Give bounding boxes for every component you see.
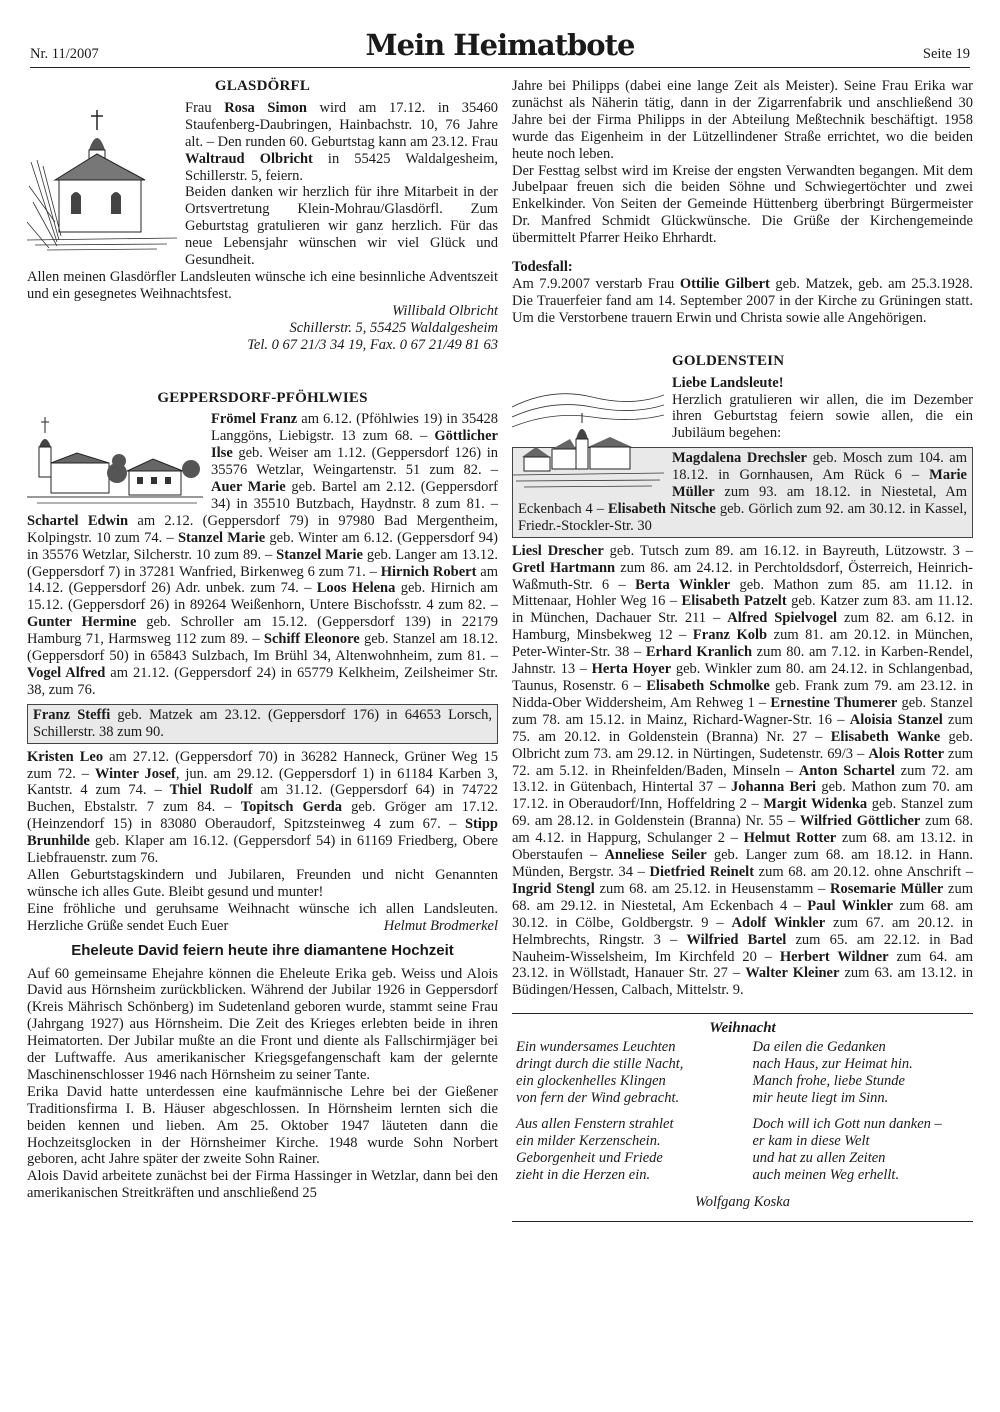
highlight-box-goldenstein: Magdalena Drechsler geb. Mosch zum 104. am 18.12. in Gornhausen, Am Rück 6 – Marie Müller zum 93. am 18.12. in Niestetal, Am Eckenbach 4 – Elisabeth Nitsche geb. Görlich zum 92. am 30.12. in Kassel, Friedr.-Stockler-Str. 30 [512, 447, 973, 538]
signature-address: Schillerstr. 5, 55425 Waldalgesheim [289, 319, 498, 336]
person-name: Rosa Simon [224, 99, 307, 116]
section-title-goldenstein: GOLDENSTEIN [672, 352, 785, 369]
section-title-glasdorfl: GLASDÖRFL [214, 78, 311, 94]
obituary-label: Todesfall: [512, 259, 573, 276]
glasdorfl-paragraph-2: Beiden danken wir herzlich für ihre Mitarbeit in der Ortsvertretung Klein-Mohrau/Glasdörfl. Zum Geburtstag gratulieren wir ganz herzlich. Für das neue Lebensjahr wünschen wir viel Glück und Gesundheit. [185, 184, 498, 269]
poem-stanza-2: Da eilen die Gedanken nach Haus, zur Heimat hin. Manch frohe, liebe Stunde mir heute liegt im Sinn. [752, 1039, 913, 1107]
poem-box [512, 1013, 973, 1222]
poem-stanzas [516, 1039, 969, 1184]
page-number: Seite 19 [922, 46, 970, 62]
chapel-illustration [27, 102, 177, 254]
masthead-title: Mein Heimatbote [365, 28, 635, 62]
person-name: Waltraud Olbricht [185, 150, 313, 167]
village-illustration [27, 413, 203, 509]
goldenstein-intro: Herzlich gratulieren wir allen, die im Dezember ihren Geburtstag feiern sowie allen, die ein Jubiläum begehen: [672, 391, 973, 442]
article-paragraph-3: Alois David arbeitete zunächst bei der Firma Hassinger in Wetzlar, dann bei den amerikanischen Streitkräften und anschließend 25 [27, 1168, 498, 1202]
highlight-box-franz-steffi: Franz Steffi geb. Matzek am 23.12. (Geppersdorf 176) in 64653 Lorsch, Schillerstr. 38 zum 90. [27, 704, 498, 744]
signature-phone: Tel. 0 67 21/3 34 19, Fax. 0 67 21/49 81 63 [247, 336, 498, 353]
town-illustration [512, 377, 664, 489]
geppersdorf-closing-1: Allen Geburtstagskindern und Jubilaren, Freunden und nicht Genannten wünsche ich alles Gute. Bleibt gesund und munter! [27, 866, 498, 900]
poem-title: Weihnacht [709, 1020, 776, 1037]
goldenstein-birthday-list: Liesl Drescher geb. Tutsch zum 89. am 16.12. in Bayreuth, Lützowstr. 3 – Gretl Hartmann zum 86. am 24.12. in Perchtoldsdorf, Österreich, Heinrich-Waßmuth-Str. 6 – Berta Winkler geb. Mathon zum 85. am 11.12. in Mittenaar, Hohler Weg 16 – Elisabeth Patzelt geb. Katzer zum 83. am 11.12. in München, Dachauer Str. 211 – Alfred Spielvogel zum 82. am 6.12. in Hamburg, Minsbekweg 12 – Franz Kolb zum 81. am 20.12. in München, Peter-Winter-Str. 38 – Erhard Kranlich zum 80. am 7.12. in Karben-Rendel, Jahnstr. 13 – Herta Hoyer geb. Winkler zum 80. am 24.12. in Schlangenbad, Taunus, Rosenstr. 6 – Elisabeth Schmolke geb. Frank zum 79. am 23.12. in Nidda-Ober Widdersheim, Am Rehweg 1 – Ernestine Thumerer geb. Stanzel zum 78. am 15.12. in Mainz, Richard-Wagner-Str. 16 – Aloisia Stanzel zum 75. am 20.12. in Goldenstein (Branna) Nr. 27 – Elisabeth Wanke geb. Olbricht zum 73. am 29.12. in Nürtingen, Sudetenstr. 69/3 – Alois Rotter zum 72. am 5.12. in Rheinfelden/Baden, Minseln – Anton Schartel zum 72. am 13.12. in Gütenbach, Hintertal 37 – Johanna Beri geb. Mathon zum 70. am 17.12. in Oberaudorf/Inn, Hoffeldring 2 – Margit Widenka geb. Stanzel zum 69. am 28.12. in Goldenstein (Branna) Nr. 55 – Wilfried Göttlicher zum 68. am 4.12. in Happurg, Schulanger 2 – Helmut Rotter zum 68. am 13.12. in Oberstaufen – Anneliese Seiler geb. Langer zum 68. am 18.12. in Hann. Münden, Bergstr. 34 – Dietfried Reinelt zum 68. am 20.12. ohne Anschrift – Ingrid Stengl zum 68. am 25.12. in Heusenstamm – Rosemarie Müller zum 68. am 29.12. in Niestetal, Am Eckenbach 4 – Paul Winkler zum 68. am 30.12. in Cölbe, Goldbergstr. 9 – Adolf Winkler zum 67. am 20.12. in Helmbrechts, Ringstr. 3 – Wilfried Bartel zum 65. am 22.12. in Bad Nauheim-Wisselsheim, Im Kirchfeld 20 – Herbert Wildner zum 64. am 23.12. in Wöllstadt, Hanauer Str. 27 – Walter Kleiner zum 63. am 13.12. in Büdingen/Hessen, Calbach, Mittelstr. 9. [512, 542, 974, 999]
article-headline: Eheleute David feiern heute ihre diamantene Hochzeit [71, 941, 454, 959]
closing-signature: Helmut Brodmerkel [383, 917, 498, 934]
header-rule [30, 67, 970, 68]
poem-stanza-4: Doch will ich Gott nun danken – er kam in diese Welt und hat zu allen Zeiten auch meinen Weg erhellt. [752, 1116, 942, 1184]
section-title-geppersdorf: GEPPERSDORF-PFÖHLWIES [157, 389, 368, 406]
geppersdorf-birthday-list-2: Kristen Leo am 27.12. (Geppersdorf 70) in 36282 Hanneck, Grüner Weg 15 zum 72. – Winter Josef, jun. am 29.12. (Geppersdorf 1) in 61184 Karben 3, Kantstr. 4 zum 74. – Thiel Rudolf am 31.12. (Geppersdorf 64) in 74722 Buchen, Ebstalstr. 7 zum 84. – Topitsch Gerda geb. Gröger am 17.12. (Heinzendorf 15) in 83080 Oberaudorf, Spitzsteinweg 4 zum 67. – Stipp Brunhilde geb. Klaper am 16.12. (Geppersdorf 54) in 61169 Friedberg, Obere Liebfrauenstr. zum 76. [27, 748, 499, 867]
article-paragraph-5: Der Festtag selbst wird im Kreise der engsten Verwandten begangen. Mit dem Jubelpaar freuen sich die beiden Söhne und Schwiegertöchter und zwei Enkelkinder. Von Seiten der Gemeinde Hüttenberg überbringt Bürgermeister Dr. Manfred Schmidt Glückwünsche. Die Grüße der Kirchengemeinde übermittelt Pfarrer Heiko Ehrhardt. [512, 162, 973, 247]
right-column [512, 78, 973, 1222]
glasdorfl-paragraph-1: Frau Rosa Simon wird am 17.12. in 35460 Staufenberg-Daubringen, Hainbachstr. 10, 76 Jahre alt. – Den runden 60. Geburtstag kann am 23.12. Frau Waltraud Olbricht in 55425 Waldalgesheim, Schillerstr. 5, feiern. [185, 99, 498, 184]
article-paragraph-2: Erika David hatte unterdessen eine kaufmännische Lehre bei der Gießener Traditionsfirma I. B. Häuser abgeschlossen. In Hörnsheim lernten sich die beiden kennen und lieben. Am 25. Oktober 1947 läuteten dann die Hochzeitsglocken in der Hörnsheimer Kirche. 1948 wurde Sohn Norbert geboren, acht Jahre später der zweite Sohn Rainer. [27, 1083, 498, 1168]
person-name: Ottilie Gilbert [679, 275, 770, 292]
poem-stanza-3: Aus allen Fenstern strahlet ein milder Kerzenschein. Geborgenheit und Friede zieht in die Herzen ein. [516, 1116, 674, 1184]
signature-name: Willibald Olbricht [392, 302, 498, 319]
goldenstein-greeting: Liebe Landsleute! [672, 374, 784, 391]
poem-author: Wolfgang Koska [695, 1194, 790, 1211]
issue-number: Nr. 11/2007 [30, 46, 99, 62]
left-column [27, 78, 498, 1202]
geppersdorf-closing-2: Eine fröhliche und geruhsame Weihnacht wünsche ich allen Landsleuten. Herzliche Grüße sendet Euch Euer Helmut Brodmerkel [27, 900, 498, 934]
article-paragraph-1: Auf 60 gemeinsame Ehejahre können die Eheleute Erika geb. Weiss und Alois David aus Hörnsheim zurückblicken. Während der Jubilar 1926 in Geppersdorf (Kreis Mährisch Schönberg) im Sudetenland geboren wurde, stammt seine Frau (Jahrgang 1927) aus Hörnsheim. Die Zeit des Krieges erlebten beide in ihren Heimatorten. Der Jubilar mußte an die Front und diente als Fallschirmjäger bei der Luftwaffe. Aus amerikanischer Kriegsgefangenschaft kam der gelernte Maschinenschlosser 1946 nach Hörnsheim zu seiner Tante. [27, 965, 498, 1083]
page-header [30, 28, 970, 68]
poem-stanza-1: Ein wundersames Leuchten dringt durch die stille Nacht, ein glockenhelles Klingen von fern der Wind gebracht. [516, 1039, 684, 1107]
obituary-text: Am 7.9.2007 verstarb Frau Ottilie Gilbert geb. Matzek, geb. am 25.3.1928. Die Trauerfeier fand am 14. September 2007 in der Kirche zu Grüningen statt. Um die Verstorbene trauern Erwin und Christa sowie alle Angehörigen. [512, 275, 973, 326]
article-paragraph-4: Jahre bei Philipps (dabei eine lange Zeit als Meister). Seine Frau Erika war zunächst als Näherin tätig, dann in der Zigarrenfabrik und anschließend 30 Jahre bei der Firma Philipps in der Abteilung Meßtechnik beschäftigt. 1958 wurde das Eigenheim in der Lützellindener Straße errichtet, wo die beiden heute noch leben. [512, 78, 973, 162]
glasdorfl-paragraph-3: Allen meinen Glasdörfler Landsleuten wünsche ich eine besinnliche Adventszeit und ein gesegnetes Weihnachtsfest. [27, 268, 498, 302]
geppersdorf-birthday-list: Frömel Franz am 6.12. (Pföhlwies 19) in 35428 Langgöns, Liebigstr. 13 zum 68. – Göttlicher Ilse geb. Weiser am 1.12. (Geppersdorf 126) in 35576 Wetzlar, Weingartenstr. 51 zum 82. – Auer Marie geb. Bartel am 2.12. (Geppersdorf 34) in 35510 Butzbach, Haydnstr. 8 zum 81. – Schartel Edwin am 2.12. (Geppersdorf 79) in 97980 Bad Mergentheim, Kolpingstr. 10 zum 74. – Stanzel Marie geb. Winter am 6.12. (Geppersdorf 94) in 35576 Wetzlar, Silcherstr. 10 zum 89. – Stanzel Marie geb. Langer am 13.12. (Geppersdorf 7) in 37281 Wanfried, Birkenweg 6 zum 71. – Hirnich Robert am 14.12. (Geppersdorf 26) Adr. unbek. zum 74. – Loos Helena geb. Hirnich am 15.12. (Geppersdorf 26) in 89264 Weißenhorn, Untere Bischofsstr. 4 zum 82. – Gunter Hermine geb. Schroller am 15.12. (Geppersdorf 139) in 22179 Hamburg 71, Harmsweg 112 zum 89. – Schiff Eleonore geb. Stanzel am 18.12. (Geppersdorf 50) in 65843 Sulzbach, Im Brühl 34, Altenwohnheim, zum 81. – Vogel Alfred am 21.12. (Geppersdorf 24) in 65779 Kelkheim, Zeilsheimer Str. 38, zum 76. [27, 411, 498, 698]
